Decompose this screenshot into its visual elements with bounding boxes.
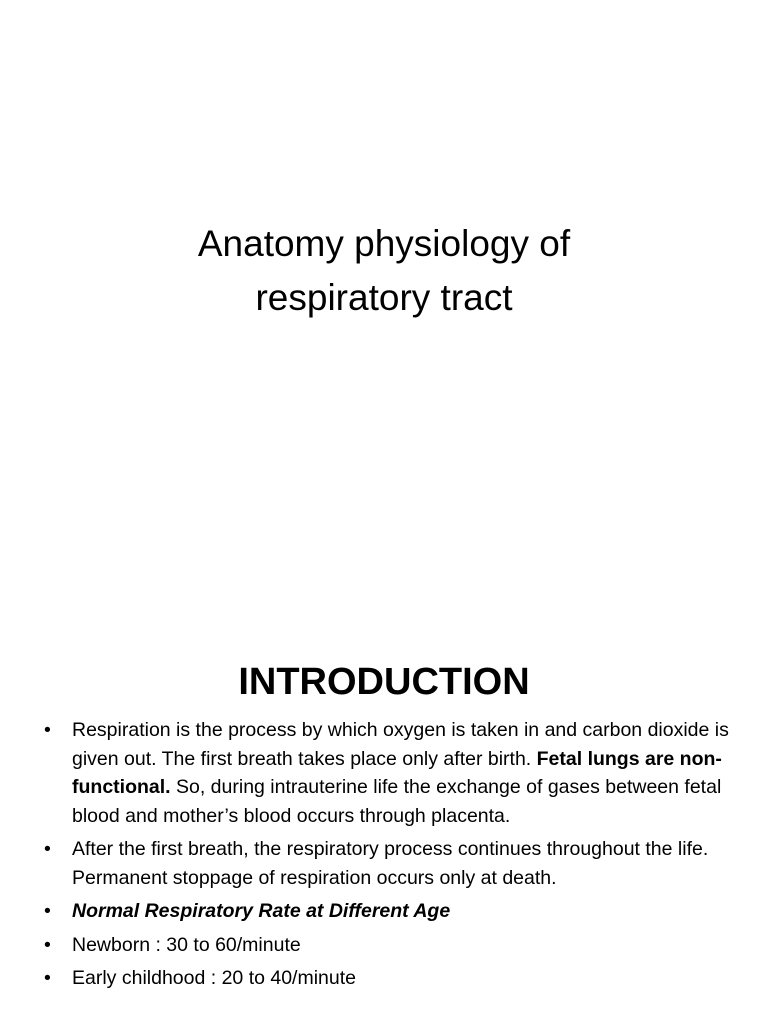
slide-introduction xyxy=(0,576,768,1024)
bullet-icon: • xyxy=(44,933,51,956)
bullet-icon: • xyxy=(44,719,51,741)
bullet-text: Early childhood : 20 to 40/minute xyxy=(72,967,357,989)
bullet-list xyxy=(44,716,734,998)
bullet-icon: • xyxy=(44,900,51,922)
bullet-item-early-childhood xyxy=(44,964,734,993)
bullet-item-respiration xyxy=(44,716,734,830)
introduction-heading: INTRODUCTION xyxy=(238,660,530,703)
bullet-text-pre: Respiration is the process by which oxygen is taken in and carbon dioxide is given out. The first breath takes place only after birth. xyxy=(72,719,729,770)
slide-title-heading xyxy=(0,217,768,325)
bullet-text-bold: Fetal lungs are non-functional. xyxy=(72,747,722,798)
bullet-item-newborn xyxy=(44,931,734,960)
bullet-text: Normal Respiratory Rate at Different Age xyxy=(72,900,451,922)
bullet-icon: • xyxy=(44,967,51,989)
bullet-text: After the first breath, the respiratory process continues throughout the life. Permanent stoppage of respiration occurs only at death. xyxy=(72,838,709,889)
bullet-text-post: So, during intrauterine life the exchange of gases between fetal blood and mother’s blood occurs through placenta. xyxy=(72,776,722,827)
title-line-2: respiratory tract xyxy=(255,276,513,318)
bullet-text: Newborn : 30 to 60/minute xyxy=(72,933,301,956)
title-line-1: Anatomy physiology of xyxy=(197,222,571,264)
bullet-item-rate-heading xyxy=(44,897,734,926)
bullet-item-first-breath xyxy=(44,835,734,892)
bullet-icon: • xyxy=(44,838,51,860)
